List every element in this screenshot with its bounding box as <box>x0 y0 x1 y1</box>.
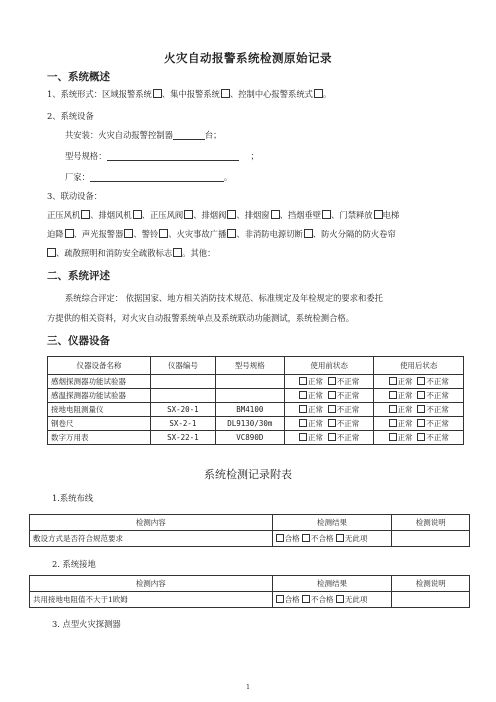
checkbox-centralized[interactable] <box>221 89 230 98</box>
col-number: 仪器编号 <box>150 357 215 375</box>
model-field[interactable] <box>107 151 239 161</box>
checkbox-exhaust-window[interactable] <box>271 210 280 219</box>
table-row: 共用接地电阻值不大于1欧姆 合格 不合格 无此项 <box>30 592 470 608</box>
page-number: 1 <box>246 684 250 691</box>
maker-line: 厂家： 。 <box>65 172 233 182</box>
checkbox-control-center[interactable] <box>314 89 323 98</box>
model-line: 型号规格： ； <box>65 151 259 161</box>
table-row: 接地电阻测量仪 SX-20-1 BM4100 正常 不正常 正常 不正常 <box>48 403 464 417</box>
table-header-row <box>48 357 464 375</box>
grounding-table: 检测内容 检测结果 检测说明 共用接地电阻值不大于1欧姆 合格 不合格 无此项 <box>29 575 470 608</box>
col-name: 仪器设备名称 <box>48 357 151 375</box>
section1-heading: 一、系统概述 <box>47 71 110 83</box>
install-line: 共安装：火灾自动报警控制器 台； <box>65 130 222 140</box>
annex-section-label: 3. 点型火灾探测器 <box>52 619 121 629</box>
table-row: 感温探测器功能试验器 正常 不正常 正常 不正常 <box>48 389 464 403</box>
table-row: 感烟探测器功能试验器 正常 不正常 正常 不正常 <box>48 375 464 389</box>
install-count-field[interactable] <box>173 130 205 140</box>
checkbox-pressure-valve[interactable] <box>184 210 193 219</box>
checkbox-power-cut[interactable] <box>304 229 313 238</box>
checkbox-regional[interactable] <box>153 89 162 98</box>
checkbox-evac-lighting[interactable] <box>173 248 182 257</box>
instrument-table <box>47 356 464 445</box>
annex-title: 系统检测记录附表 <box>204 468 292 481</box>
section2-heading: 二、系统评述 <box>47 270 110 282</box>
col-model: 型号规格 <box>215 357 284 375</box>
checkbox-exhaust-fan[interactable] <box>133 210 142 219</box>
checkbox-door-release[interactable] <box>374 210 383 219</box>
linkage-line-3: 、疏散照明和消防安全疏散标志 。其他： <box>47 247 215 259</box>
col-before: 使用前状态 <box>284 357 374 375</box>
system-form-line: 1、系统形式：区域报警系统 、集中报警系统 、控制中心报警系统式 。 <box>47 89 332 99</box>
annex-section-label: 2. 系统接地 <box>52 559 96 569</box>
linkage-line-1: 正压风机 、排烟风机 、正压风阀 、排烟阀 、排烟窗 、挡烟垂壁 、门禁释放 电梯 <box>47 210 400 220</box>
system-equipment-label: 2、系统设备 <box>47 111 94 121</box>
section3-heading: 三、仪器设备 <box>47 335 110 347</box>
checkbox-bell[interactable] <box>159 229 168 238</box>
table-row: 敷设方式是否符合规范要求 合格 不合格 无此项 <box>30 531 470 547</box>
checkbox-shutter[interactable] <box>47 248 56 257</box>
annex-section-label: 1.系统布线 <box>52 493 94 503</box>
evaluation-line-1: 系统综合评定： 依据国家、地方相关消防技术规范、标准规定及年检规定的要求和委托 <box>65 293 383 303</box>
checkbox-pressure-fan[interactable] <box>81 210 90 219</box>
linkage-label: 3、联动设备： <box>47 191 103 201</box>
checkbox-smoke-curtain[interactable] <box>322 210 331 219</box>
maker-field[interactable] <box>90 172 224 182</box>
linkage-line-2: 迫降 、声光报警器 、警铃 、火灾事故广播 、非消防电源切断 、防火分隔的防火卷帘 <box>47 229 396 239</box>
table-row: 钢卷尺 SX-2-1 DL9130/30m 正常 不正常 正常 不正常 <box>48 417 464 431</box>
evaluation-line-2: 方提供的相关资料，对火灾自动报警系统单点及系统联动功能测试，系统检测合格。 <box>47 313 354 323</box>
table-row: 数字万用表 SX-22-1 VC890D 正常 不正常 正常 不正常 <box>48 431 464 445</box>
document-title: 火灾自动报警系统检测原始记录 <box>164 51 332 65</box>
wiring-table: 检测内容 检测结果 检测说明 敷设方式是否符合规范要求 合格 不合格 无此项 <box>29 514 470 547</box>
checkbox-elevator[interactable] <box>65 229 74 238</box>
col-after: 使用后状态 <box>374 357 464 375</box>
